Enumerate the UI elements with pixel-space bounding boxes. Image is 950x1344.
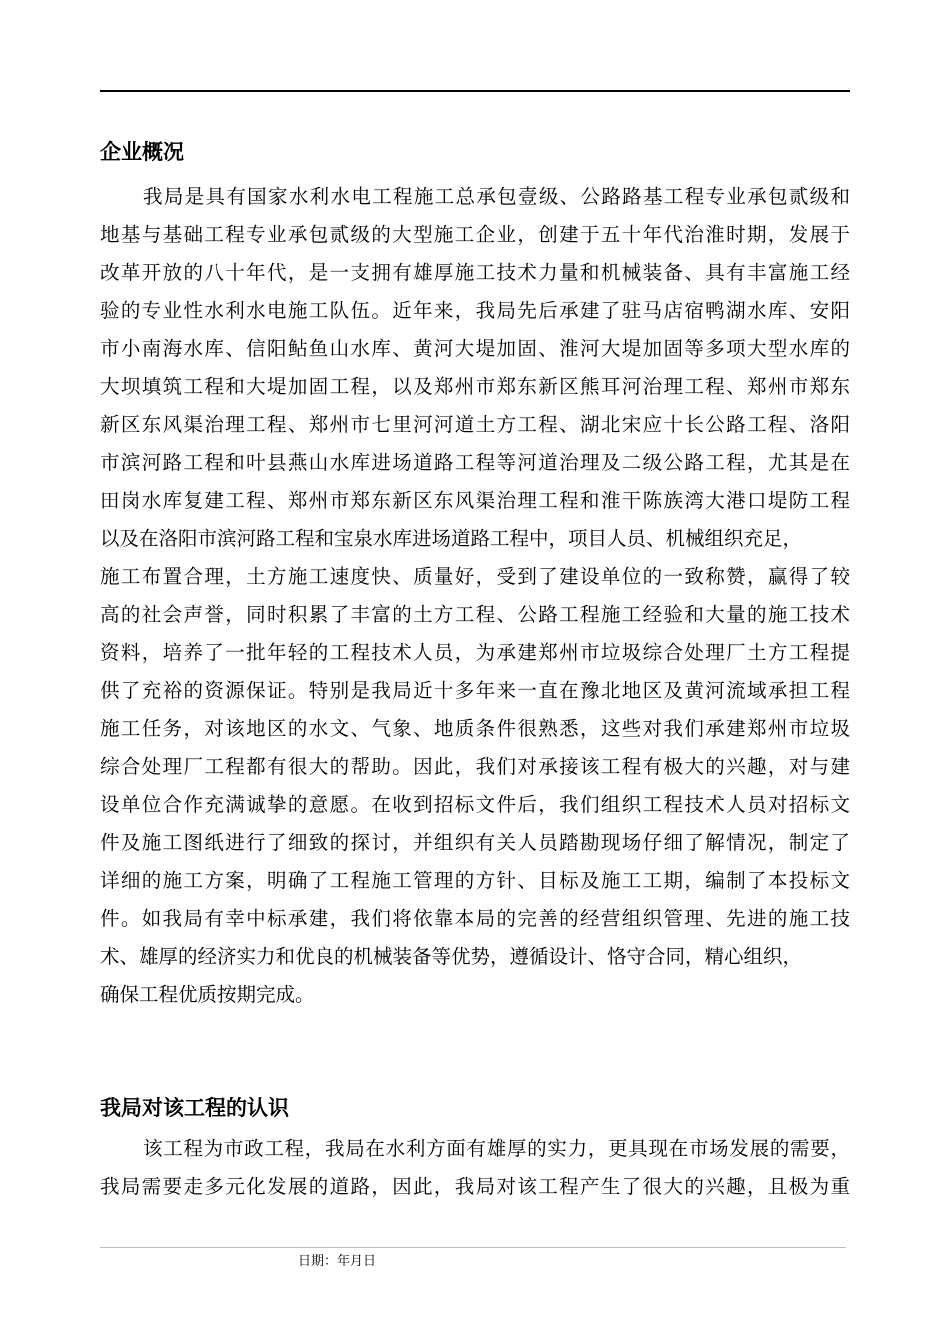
header-rule bbox=[100, 90, 850, 92]
paragraph-line: 确保工程优质按期完成。 bbox=[100, 983, 315, 1006]
paragraph-line: 该工程为市政工程，我局在水利方面有雄厚的实力，更具现在市场发展的需要， bbox=[143, 1137, 850, 1160]
paragraph-line: 地基与基础工程专业承包贰级的大型施工企业，创建于五十年代治淮时期，发展于 bbox=[100, 223, 850, 246]
paragraph-line: 综合处理厂工程都有很大的帮助。因此，我们对承接该工程有极大的兴趣，对与建 bbox=[100, 755, 850, 778]
paragraph-line: 我局是具有国家水利水电工程施工总承包壹级、公路路基工程专业承包贰级和 bbox=[143, 185, 850, 208]
paragraph-line: 大坝填筑工程和大堤加固工程，以及郑州市郑东新区熊耳河治理工程、郑州市郑东 bbox=[100, 375, 850, 398]
paragraph-line: 田岗水库复建工程、郑州市郑东新区东风渠治理工程和淮干陈族湾大港口堤防工程 bbox=[100, 489, 850, 512]
section-heading-project-understanding: 我局对该工程的认识 bbox=[100, 1096, 289, 1120]
paragraph-line: 市小南海水库、信阳鲇鱼山水库、黄河大堤加固、淮河大堤加固等多项大型水库的 bbox=[100, 337, 850, 360]
paragraph-line: 以及在洛阳市滨河路工程和宝泉水库进场道路工程中，项目人员、机械组织充足， bbox=[100, 527, 803, 550]
paragraph-line: 设单位合作充满诚挚的意愿。在收到招标文件后，我们组织工程技术人员对招标文 bbox=[100, 793, 850, 816]
section-heading-company-overview: 企业概况 bbox=[100, 140, 184, 164]
paragraph-line: 资料，培养了一批年轻的工程技术人员，为承建郑州市垃圾综合处理厂土方工程提 bbox=[100, 641, 850, 664]
footer-date-label: 日期：年月日 bbox=[298, 1254, 377, 1269]
paragraph-line: 施工布置合理，土方施工速度快、质量好，受到了建设单位的一致称赞，赢得了较 bbox=[100, 565, 850, 588]
paragraph-line: 市滨河路工程和叶县燕山水库进场道路工程等河道治理及二级公路工程，尤其是在 bbox=[100, 451, 850, 474]
paragraph-line: 供了充裕的资源保证。特别是我局近十多年来一直在豫北地区及黄河流域承担工程 bbox=[100, 679, 850, 702]
paragraph-line: 我局需要走多元化发展的道路，因此，我局对该工程产生了很大的兴趣，且极为重 bbox=[100, 1175, 850, 1198]
footer-rule bbox=[100, 1247, 846, 1248]
project-understanding-paragraph bbox=[100, 1130, 850, 1206]
paragraph-line: 高的社会声誉，同时积累了丰富的土方工程、公路工程施工经验和大量的施工技术 bbox=[100, 603, 850, 626]
paragraph-line: 件。如我局有幸中标承建，我们将依靠本局的完善的经营组织管理、先进的施工技 bbox=[100, 907, 850, 930]
paragraph-line: 详细的施工方案，明确了工程施工管理的方针、目标及施工工期，编制了本投标文 bbox=[100, 869, 850, 892]
paragraph-line: 新区东风渠治理工程、郑州市七里河河道土方工程、湖北宋应十长公路工程、洛阳 bbox=[100, 413, 850, 436]
paragraph-line: 验的专业性水利水电施工队伍。近年来，我局先后承建了驻马店宿鸭湖水库、安阳 bbox=[100, 299, 850, 322]
paragraph-line: 改革开放的八十年代，是一支拥有雄厚施工技术力量和机械装备、具有丰富施工经 bbox=[100, 261, 850, 284]
company-overview-paragraph bbox=[100, 178, 850, 1014]
paragraph-line: 施工任务，对该地区的水文、气象、地质条件很熟悉，这些对我们承建郑州市垃圾 bbox=[100, 717, 850, 740]
paragraph-line: 件及施工图纸进行了细致的探讨，并组织有关人员踏勘现场仔细了解情况，制定了 bbox=[100, 831, 850, 854]
paragraph-line: 术、雄厚的经济实力和优良的机械装备等优势，遵循设计、恪守合同，精心组织， bbox=[100, 945, 803, 968]
